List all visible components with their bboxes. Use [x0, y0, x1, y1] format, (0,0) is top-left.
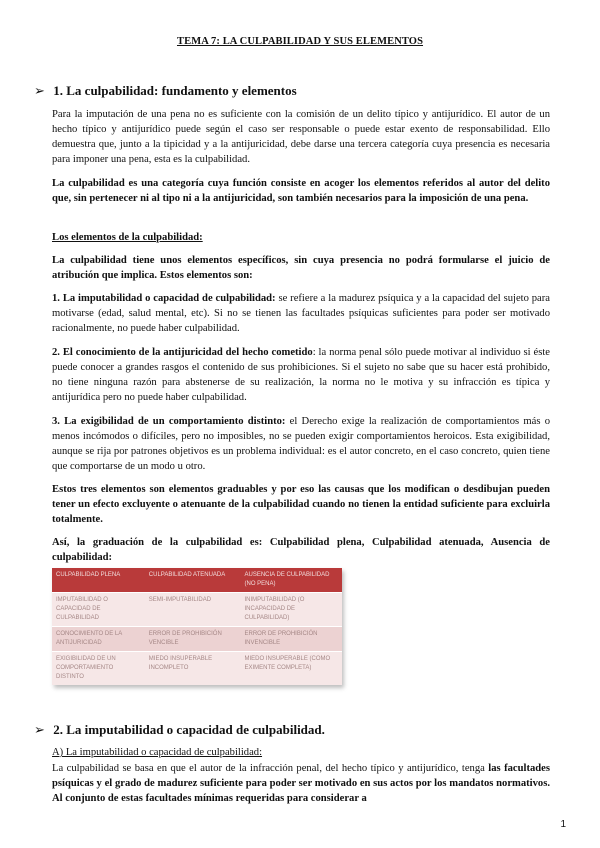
table-header-row: [52, 568, 342, 593]
section-1-heading-text: 1. La culpabilidad: fundamento y elementos: [53, 83, 297, 98]
table-row: [52, 652, 342, 686]
arrow-bullet-icon: ➢: [34, 722, 45, 737]
elements-intro-paragraph: La culpabilidad tiene unos elementos específicos, sin cuya presencia no podrá formularse el juicio de atribución que implica. Estos elementos son:: [52, 255, 550, 281]
section-1-heading: [34, 83, 297, 99]
table-cell: ERROR DE PROHIBICIÓN VENCIBLE: [145, 627, 241, 652]
table-cell: MIEDO INSUPERABLE INCOMPLETO: [145, 652, 241, 686]
document-title: TEMA 7: LA CULPABILIDAD Y SUS ELEMENTOS: [176, 36, 424, 47]
element-3-text: el Derecho exige la realización de comportamientos más o menos incómodos o difíciles, pero no imposibles, no se pueden exigir comportamientos heroicos. Esta exigibilidad, aunque se rija por patrones objetivos es un problema individual: es el autor concreto, en el caso concreto, quien tiene que comportarse de un modo u otro.: [52, 416, 550, 472]
element-1-text: se refiere a la madurez psíquica y a la capacidad del sujeto para motivarse (edad, salud mental, etc). Si no se tienen las facultades psíquicas suficientes para poder ser motivado racionalmente, no puede haber culpabilidad.: [52, 293, 550, 334]
element-2-title: 2. El conocimiento de la antijuricidad del hecho cometido: [52, 347, 313, 358]
page-number: 1: [560, 819, 566, 830]
table-cell: ERROR DE PROHIBICIÓN INVENCIBLE: [240, 627, 342, 652]
section-2-subheading: A) La imputabilidad o capacidad de culpabilidad:: [52, 747, 263, 758]
section-2-text: La culpabilidad se basa en que el autor de la infracción penal, del hecho típico y antijurídico, tenga: [52, 763, 489, 774]
section-2-heading-text: 2. La imputabilidad o capacidad de culpabilidad.: [53, 722, 325, 737]
element-3-title: 3. La exigibilidad de un comportamiento distinto:: [52, 416, 286, 427]
table-row: [52, 593, 342, 627]
element-2-paragraph: [52, 345, 550, 405]
table-header-cell: AUSENCIA DE CULPABILIDAD (NO PENA): [240, 568, 342, 593]
table-cell: SEMI-IMPUTABILIDAD: [145, 593, 241, 627]
table-header-cell: CULPABILIDAD PLENA: [52, 568, 145, 593]
table-cell: INIMPUTABILIDAD (O INCAPACIDAD DE CULPABILIDAD): [240, 593, 342, 627]
element-3-paragraph: [52, 414, 550, 474]
table-cell: CONOCIMIENTO DE LA ANTIJURICIDAD: [52, 627, 145, 652]
definition-paragraph: La culpabilidad es una categoría cuya función consiste en acoger los elementos referidos al autor del delito que, sin pertenecer ni al tipo ni a la antijuricidad, son también necesarios para la imposición de una pena.: [52, 178, 550, 204]
section-2-paragraph: [52, 761, 550, 806]
table-cell: EXIGIBILIDAD DE UN COMPORTAMIENTO DISTINTO: [52, 652, 145, 686]
section-2-heading: [34, 722, 325, 738]
elements-heading: Los elementos de la culpabilidad:: [52, 232, 203, 243]
section-2-bold-text: las facultades psíquicas y el grado de madurez suficiente para poder ser motivado en sus actos por los mandatos normativos. Al conjunto de estas facultades mínimas requeridas para considerar a: [52, 763, 550, 804]
culpability-table: [52, 568, 342, 685]
intro-paragraph: Para la imputación de una pena no es suficiente con la comisión de un delito típico y antijurídico. El autor de un hecho típico y antijurídico puede según el caso ser responsable o puede estar exento de responsabilidad. Ello demuestra que, junto a la tipicidad y a la antijuricidad, debe darse una tercera categoría cuya presencia es necesaria para imponer una pena, esta es la culpabilidad.: [52, 109, 550, 165]
graduation-paragraph: Así, la graduación de la culpabilidad es: Culpabilidad plena, Culpabilidad atenuada, Ausencia de culpabilidad:: [52, 537, 550, 563]
arrow-bullet-icon: ➢: [34, 83, 45, 98]
element-1-paragraph: [52, 291, 550, 336]
element-2-text: : la norma penal sólo puede motivar al individuo si éste puede conocer a grandes rasgos el contenido de sus prohibiciones. Si el sujeto no sabe que su hacer está prohibido, no tiene ninguna razón para abstenerse de su realización, la norma no le motiva y su infracción es típica y antijurídica pero no puede haber culpabilidad.: [52, 347, 550, 403]
element-1-title: 1. La imputabilidad o capacidad de culpabilidad:: [52, 293, 276, 304]
table-row: [52, 627, 342, 652]
graduable-paragraph: Estos tres elementos son elementos graduables y por eso las causas que los modifican o desdibujan pueden tener un efecto excluyente o atenuante de la culpabilidad cuando no tienen la entidad suficiente para excluirla totalmente.: [52, 484, 550, 525]
table-cell: IMPUTABILIDAD O CAPACIDAD DE CULPABILIDAD: [52, 593, 145, 627]
table-cell: MIEDO INSUPERABLE (COMO EXIMENTE COMPLETA): [240, 652, 342, 686]
table-header-cell: CULPABILIDAD ATENUADA: [145, 568, 241, 593]
